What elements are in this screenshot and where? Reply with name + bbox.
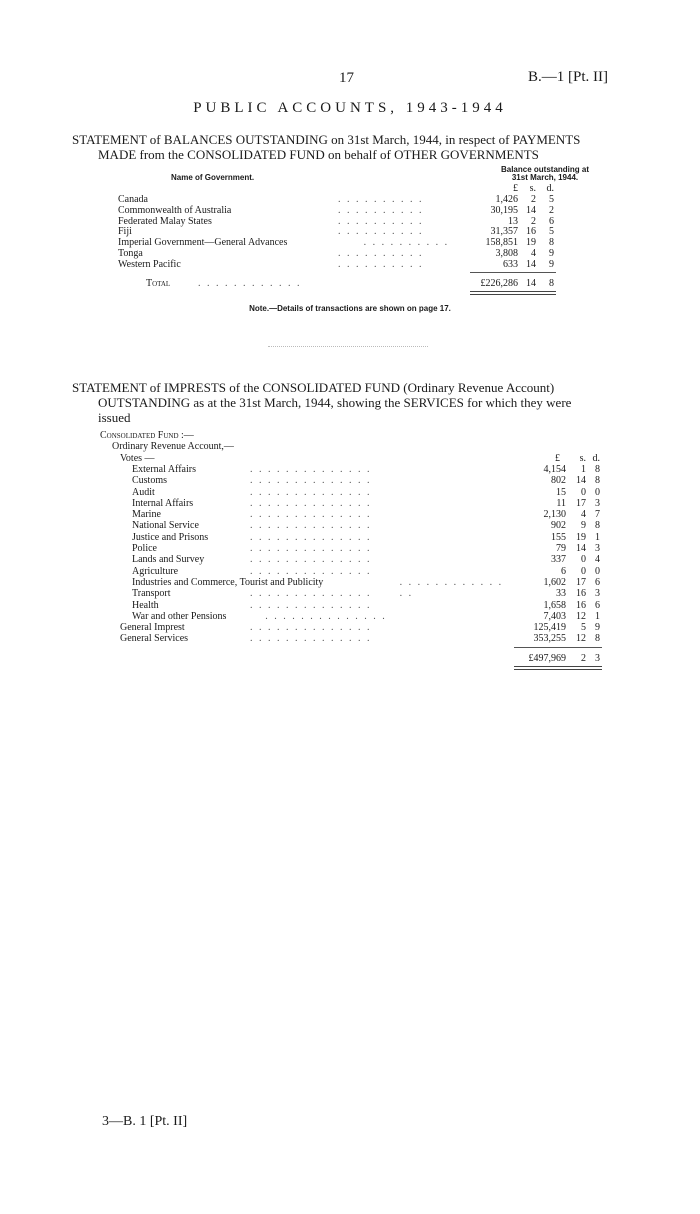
statement2-table [100,430,600,662]
statement2-subtotal-rule [514,647,602,648]
vote-row-name: Internal Affairs [132,497,194,509]
statement2-row-pounds: 1,658 [543,599,566,611]
statement2-row-pence: 8 [595,633,600,645]
statement1-unit-pence: d. [546,183,554,194]
statement2-unit-shillings: s. [579,452,586,464]
leader-dots: . . . . . . . . . . . . . . [250,497,372,509]
statement2-row-pounds: 353,255 [533,633,566,645]
leader-dots: . . . . . . . . . . . . . . [250,531,372,543]
statement1-column-balance [490,166,600,182]
leader-dots: . . . . . . . . . . . . . . [250,463,372,475]
statement1-column-name: Name of Government. [171,173,255,182]
statement1-row-pence: 5 [549,194,554,205]
leader-dots: . . . . . . . . . . . . . . [250,520,372,532]
statement2-row-pounds: 33 [556,588,566,600]
statement2-row-pence: 3 [595,588,600,600]
statement2-row-shillings: 12 [576,610,586,622]
statement2-row-pence: 0 [595,486,600,498]
leader-dots: . . . . . . . . . . [338,248,424,259]
statement1-row-pounds: 633 [503,258,518,270]
statement2-heading [72,380,632,425]
leader-dots: . . . . . . . . . . . . . . [250,509,372,521]
statement1-row-pence: 9 [549,248,554,259]
leader-dots: . . . . . . . . . . [363,237,450,249]
statement1-row-shillings: 2 [531,215,536,227]
vote-row-name: Transport [132,588,171,600]
statement2-row-pounds: 1,602 [543,576,566,588]
statement1-row-pence: 2 [549,204,554,216]
document-reference: B.—1 [Pt. II] [528,69,608,85]
statement2-total-rule [514,666,602,670]
statement1-row-pence: 9 [549,258,554,270]
statement1-total-label: Total [146,277,171,289]
statement1-row-shillings: 19 [526,237,536,249]
statement1-unit-pounds: £ [513,183,518,194]
vote-row-name: Marine [132,509,161,521]
statement1-row-pence: 5 [549,226,554,238]
statement1-unit-shillings: s. [529,183,536,194]
leader-dots: . . . . . . . . . . . . . . [265,610,387,622]
statement2-row-shillings: 0 [581,554,586,566]
statement2-row-shillings: 4 [581,509,586,521]
statement1-row-shillings: 4 [531,248,536,259]
vote-row-name: National Service [132,520,199,532]
leader-dots: . . . . . . . . . . . . . . [250,588,372,600]
leader-dots: . . . . . . . . . . . . . . [250,565,372,577]
statement2-row-name: General Services [120,633,189,645]
vote-row-name: Customs [132,475,168,487]
statement2-row-shillings: 19 [576,531,586,543]
page-title: PUBLIC ACCOUNTS, 1943-1944 [193,100,507,116]
statement2-row-shillings: 9 [581,520,586,532]
statement2-total-pounds: £497,969 [528,652,566,664]
statement1-row-pounds: 1,426 [495,194,518,205]
statement2-row-pence: 0 [595,565,600,577]
statement1-table [118,183,598,293]
statement2-row-pounds: 902 [551,520,566,532]
statement2-heading-line1: STATEMENT of IMPRESTS of the CONSOLIDATED FUND (Ordinary Revenue Account) [72,380,555,395]
statement2-row-pence: 7 [595,509,600,521]
statement1-row-name: Western Pacific [118,258,181,270]
statement2-heading-line2: OUTSTANDING as at the 31st March, 1944, showing the SERVICES for which they were [98,395,572,410]
statement1-row-pence: 6 [549,215,554,227]
statement2-total-pence: 3 [595,652,600,664]
statement2-row-pence: 9 [595,622,600,634]
statement1-row-pounds: 30,195 [490,204,518,216]
statement2-unit-pounds: £ [555,452,560,464]
statement2-total-shillings: 2 [581,652,586,664]
separator-rule [268,346,428,347]
statement1-row-pounds: 13 [508,215,518,227]
leader-dots: . . . . . . . . . . . . . . [250,543,372,554]
statement1-row-shillings: 2 [531,194,536,205]
leader-dots: . . . . . . . . . . [338,204,424,216]
statement1-row-shillings: 14 [526,204,536,216]
statement2-row-pence: 1 [595,610,600,622]
statement2-row-pence: 3 [595,543,600,554]
statement1-heading-line2: MADE from the CONSOLIDATED FUND on behalf of OTHER GOVERNMENTS [98,147,539,162]
leader-dots: . . . . . . . . . . . . . . [250,633,372,645]
statement2-row-pounds: 15 [556,486,566,498]
statement2-row-pence: 6 [595,599,600,611]
leader-dots: . . . . . . . . . . [338,226,424,238]
fund-label: Consolidated Fund :— [100,430,194,441]
statement1-row-name: Tonga [118,248,143,259]
vote-row-name: Agriculture [132,565,179,577]
statement1-subtotal-rule [470,272,556,273]
vote-row-name: War and other Pensions [132,610,227,622]
account-label: Ordinary Revenue Account,— [112,441,234,453]
leader-dots: . . . . . . . . . . [338,258,424,270]
statement2-row-shillings: 0 [581,565,586,577]
statement1-row-name: Fiji [118,226,132,238]
statement2-row-pounds: 79 [556,543,566,554]
leader-dots: . . . . . . . . . . . . . . [250,486,372,498]
statement2-row-pounds: 7,403 [543,610,566,622]
vote-row-name: Industries and Commerce, Tourist and Publicity [132,576,324,588]
statement1-row-pence: 8 [549,237,554,249]
statement1-total-shillings: 14 [526,277,536,289]
footer-reference: 3—B. 1 [Pt. II] [102,1114,188,1129]
statement2-unit-pence: d. [592,452,600,464]
vote-row-name: Police [132,543,157,554]
statement2-row-shillings: 17 [576,576,586,588]
statement1-row-pounds: 31,357 [490,226,518,238]
statement1-total-pence: 8 [549,277,554,289]
statement2-row-pounds: 4,154 [543,463,566,475]
statement1-row-pounds: 3,808 [495,248,518,259]
statement2-row-pounds: 6 [561,565,566,577]
page-number: 17 [339,70,354,86]
statement1-row-name: Commonwealth of Australia [118,204,232,216]
leader-dots: . . . . . . . . . . . . . . [399,576,504,600]
vote-row-name: External Affairs [132,463,196,475]
statement2-row-shillings: 5 [581,622,586,634]
statement2-row-pounds: 125,419 [533,622,566,634]
statement1-row-name: Federated Malay States [118,215,212,227]
leader-dots: . . . . . . . . . . . . . . [250,622,372,634]
statement2-row-shillings: 0 [581,486,586,498]
statement2-row-pence: 8 [595,463,600,475]
statement1-row-name: Canada [118,194,148,205]
statement1-row-name: Imperial Government—General Advances [118,237,288,249]
statement2-row-shillings: 16 [576,588,586,600]
leader-dots: . . . . . . . . . . . . [198,277,302,289]
statement2-row-pence: 8 [595,475,600,487]
leader-dots: . . . . . . . . . . . . . . [250,475,372,487]
statement1-heading-line1: STATEMENT of BALANCES OUTSTANDING on 31st March, 1944, in respect of PAYMENTS [72,132,581,147]
statement2-row-pounds: 2,130 [543,509,566,521]
votes-label: Votes — [120,452,155,464]
statement1-row-pounds: 158,851 [485,237,518,249]
vote-row-name: Audit [132,486,155,498]
statement2-row-pence: 8 [595,520,600,532]
statement1-heading [72,132,632,162]
leader-dots: . . . . . . . . . . [338,194,424,205]
statement2-row-pounds: 155 [551,531,566,543]
statement1-column-balance-line2: 31st March, 1944. [511,173,579,182]
statement1-row-shillings: 14 [526,258,536,270]
statement2-row-shillings: 17 [576,497,586,509]
statement2-row-pounds: 11 [556,497,566,509]
statement2-row-pence: 3 [595,497,600,509]
statement1-column-balance-line1: Balance outstanding at [500,165,589,174]
statement1-note: Note.—Details of transactions are shown on page 17. [249,304,451,313]
statement2-row-pounds: 802 [551,475,566,487]
leader-dots: . . . . . . . . . . . . . . [250,599,372,611]
leader-dots: . . . . . . . . . . [338,215,424,227]
leader-dots: . . . . . . . . . . . . . . [250,554,372,566]
vote-row-name: Justice and Prisons [132,531,209,543]
statement2-row-shillings: 1 [581,463,586,475]
statement2-heading-line3: issued [98,410,131,425]
statement2-row-shillings: 12 [576,633,586,645]
statement1-row-shillings: 16 [526,226,536,238]
statement1-total-rule [470,291,556,295]
statement2-row-name: General Imprest [120,622,185,634]
vote-row-name: Lands and Survey [132,554,205,566]
statement2-row-pence: 4 [595,554,600,566]
statement2-row-pence: 1 [595,531,600,543]
vote-row-name: Health [132,599,159,611]
statement1-total-pounds: £226,286 [480,277,518,289]
statement2-row-shillings: 14 [576,543,586,554]
statement2-row-pounds: 337 [551,554,566,566]
statement2-row-shillings: 16 [576,599,586,611]
statement2-row-pence: 6 [595,576,600,588]
statement2-row-shillings: 14 [576,475,586,487]
